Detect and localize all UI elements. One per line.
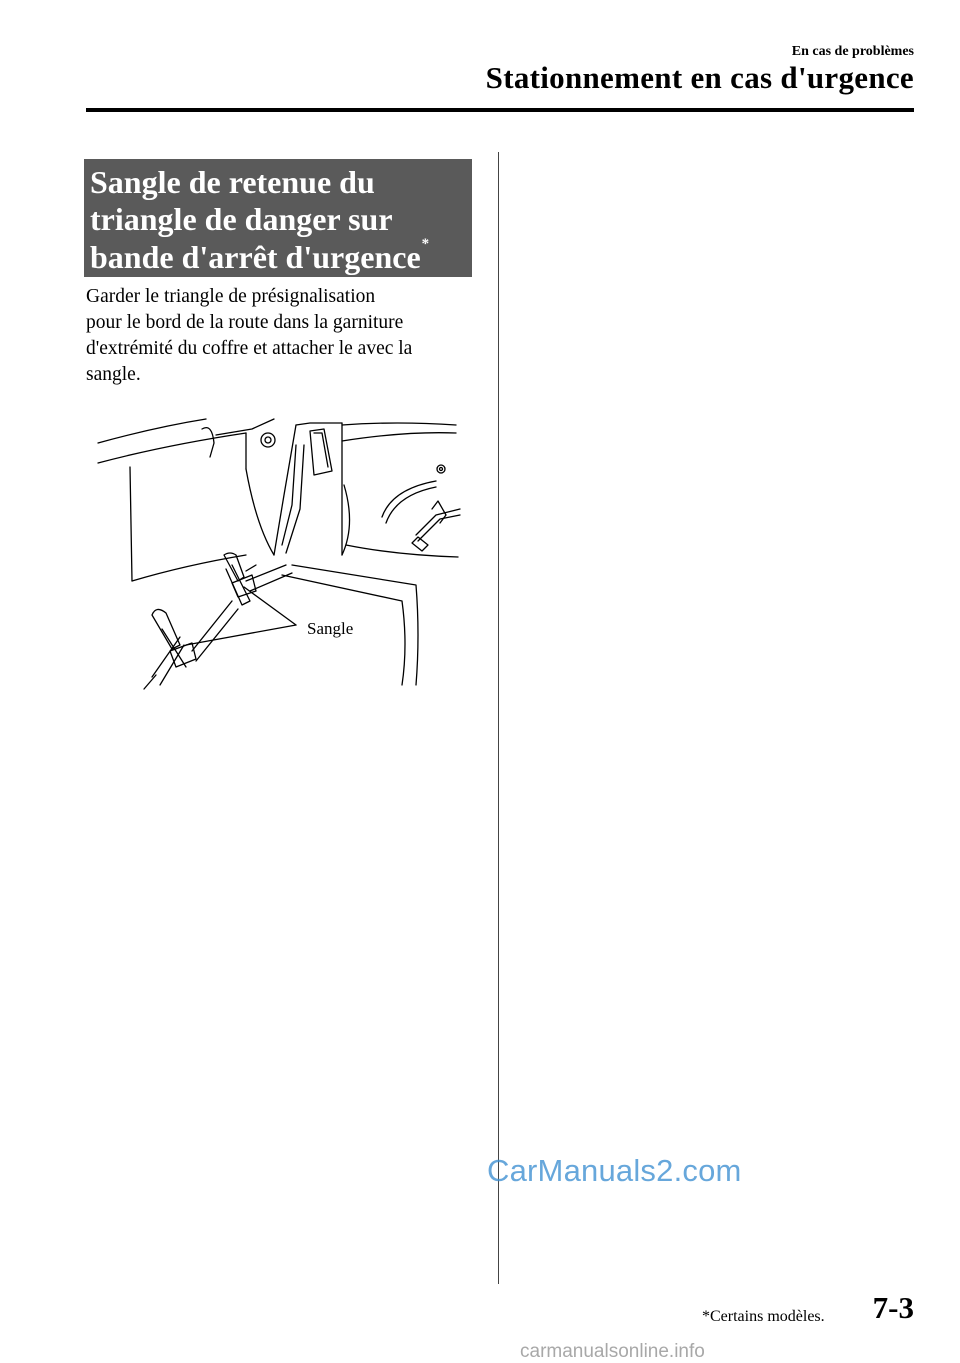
section-heading-box [84, 159, 472, 277]
trunk-strap-illustration [96, 405, 462, 695]
body-text-line-4: sangle. [86, 364, 141, 385]
footnote: *Certains modèles. [702, 1308, 825, 1325]
section-title-line-2: triangle de danger sur [90, 201, 393, 237]
page-number: 7-3 [872, 1290, 914, 1325]
section-title-line-1: Sangle de retenue du [90, 164, 375, 200]
chapter-heading: En cas de problèmes [791, 44, 914, 59]
section-title-line-3-text: bande d'arrêt d'urgence [90, 239, 421, 275]
page-title: Stationnement en cas d'urgence [485, 60, 914, 95]
strap-callout-label: Sangle [307, 619, 354, 638]
body-text-line-2: pour le bord de la route dans la garniture [86, 312, 404, 333]
column-divider [498, 152, 499, 1284]
watermark-text: CarManuals2.com [487, 1153, 742, 1188]
optional-marker: * [421, 236, 430, 252]
body-text-line-1: Garder le triangle de présignalisation [86, 286, 376, 307]
section-title-line-3 [90, 236, 430, 275]
header-rule [86, 108, 914, 112]
body-text-line-3: d'extrémité du coffre et attacher le avec la [86, 338, 413, 359]
brand-text: carmanualsonline.info [520, 1341, 705, 1362]
